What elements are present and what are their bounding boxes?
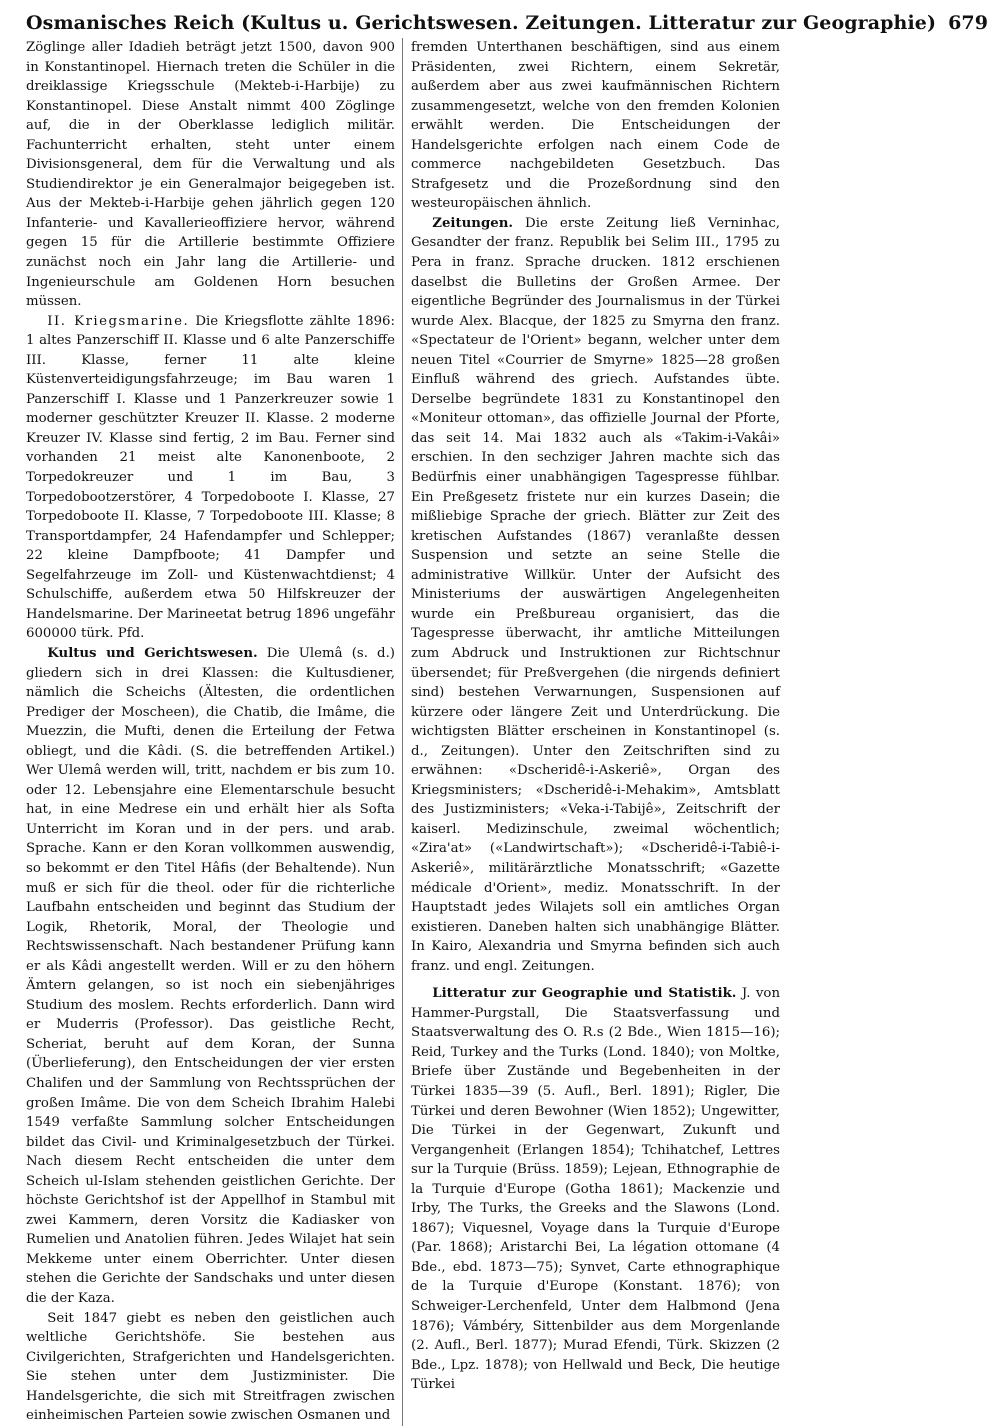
section-heading-kultus: Kultus und Gerichtswesen. — [47, 645, 258, 661]
two-column-body — [26, 38, 780, 1426]
paragraph-litteratur: Litteratur zur Geographie und Statistik. J. von Hammer-Purgstall, Die Staatsverfassung und Staatsverwaltung des O. R.s (2 Bde., Wien 1815—16); Reid, Turkey and the Turks (Lond. 1840); von Moltke, Briefe über Zustände und Begebenheiten in der Türkei 1835—39 (5. Aufl., Berl. 1891); Rigler, Die Türkei und deren Bewohner (Wien 1852); Ungewitter, Die Türkei in der Gegenwart, Zukunft und Vergangenheit (Erlangen 1854); Tchihatchef, Lettres sur la Turquie (Brüss. 1859); Lejean, Ethnographie de la Turquie d'Europe (Gotha 1861); Mackenzie und Irby, The Turks, the Greeks and the Slawons (Lond. 1867); Viquesnel, Voyage dans la Turquie d'Europe (Par. 1868); Aristarchi Bei, La légation ottomane (4 Bde., ebd. 1873—75); Synvet, Carte ethnographique de la Turquie d'Europe (Konstant. 1876); von Schweiger-Lerchenfeld, Unter dem Halbmond (Jena 1876); Vámbéry, Sittenbilder aus dem Morgenlande (2. Aufl., Berl. 1877); Murad Efendi, Türk. Skizzen (2 Bde., Lpz. 1878); von Hellwald und Beck, Die heutige Türkei — [411, 986, 781, 1393]
left-column — [26, 38, 403, 1426]
section-heading-litteratur: Litteratur zur Geographie und Statistik. — [432, 986, 737, 1002]
running-title: Osmanisches Reich (Kultus u. Gerichtswesen. Zeitungen. Litteratur zur Geographie) — [26, 12, 937, 34]
paragraph-kriegsmarine: II. Kriegsmarine. Die Kriegsflotte zählte 1896: 1 altes Panzerschiff II. Klasse und 6 alte Panzerschiffe III. Klasse, ferner 11 alte kleine Küstenverteidigungsfahrzeuge; im Bau waren 1 Panzerschiff I. Klasse und 1 Panzerkreuzer sowie 1 moderner geschützter Kreuzer II. Klasse. 2 moderne Kreuzer IV. Klasse sind fertig, 2 im Bau. Ferner sind vorhanden 21 meist alte Kanonenboote, 2 Torpedokreuzer und 1 im Bau, 3 Torpedobootzerstörer, 4 Torpedoboote I. Klasse, 27 Torpedoboote II. Klasse, 7 Torpedoboote III. Klasse; 8 Transportdampfer, 24 Hafendampfer und Schlepper; 22 kleine Dampfboote; 41 Dampfer und Segelfahrzeuge im Zoll- und Küstenwachtdienst; 4 Schulschiffe, außerdem etwa 50 Hilfskreuzer der Handelsmarine. Der Marineetat betrug 1896 ungefähr 600000 türk. Pfd. — [26, 313, 396, 642]
paragraph-zeitungen: Zeitungen. Die erste Zeitung ließ Verninhac, Gesandter der franz. Republik bei Selim III., 1795 zu Pera in franz. Sprache drucken. 1812 erschienen daselbst die Bulletins der Großen Armee. Der eigentliche Begründer des Journalismus in der Türkei wurde Alex. Blacque, der 1825 zu Smyrna den franz. «Spectateur de l'Orient» begann, welcher unter dem neuen Titel «Courrier de Smyrne» 1825—28 großen Einfluß während des griech. Aufstandes übte. Derselbe begründete 1831 zu Konstantinopel den «Moniteur ottoman», das offizielle Journal der Pforte, das seit 14. Mai 1832 auch als «Takim-i-Vakâi» erschien. In den sechziger Jahren machte sich das Bedürfnis einer unabhängigen Tagespresse fühlbar. Ein Preßgesetz fristete nur ein kurzes Dasein; die mißliebige Sprache der griech. Blätter zur Zeit des kretischen Aufstandes (1867) veranlaßte dessen Suspension und setzte an seine Stelle die administrative Willkür. Unter der Aufsicht des Ministeriums der auswärtigen Angelegenheiten wurde ein Preßbureau organisiert, das die Tagespresse überwacht, ihr amtliche Mitteilungen zum Abdruck und Instruktionen zur Richtschnur übersendet; für Preßvergehen (die nirgends definiert sind) bestehen Verwarnungen, Suspensionen auf kürzere oder längere Zeit und Unterdrückung. Die wichtigsten Blätter erscheinen in Konstantinopel (s. d., Zeitungen). Unter den Zeitschriften sind zu erwähnen: «Dscheridê-i-Askeriê», Organ des Kriegsministers; «Dscheridê-i-Mehakim», Amtsblatt des Justizministers; «Veka-i-Tabijê», Zeitschrift der kaiserl. Medizinschule, zweimal wöchentlich; «Zira'at» («Landwirtschaft»); «Dscheridê-i-Tabiê-i-Askeriê», militärärztliche Monatsschrift; «Gazette médicale d'Orient», mediz. Monatsschrift. In der Hauptstadt jedes Wilajets soll ein amtliches Organ existieren. Daneben halten sich unabhängige Blätter. In Kairo, Alexandria und Smyrna befinden sich auch franz. und engl. Zeitungen. — [411, 215, 780, 974]
paragraph-kultus: Kultus und Gerichtswesen. Die Ulemâ (s. d.) gliedern sich in drei Klassen: die Kultusdiener, nämlich die Scheichs (Ältesten, die ordentlichen Prediger der Moscheen), die Chatib, die Imâme, die Muezzin, die Mufti, denen die Erteilung der Fetwa obliegt, und die Kâdi. (S. die betreffenden Artikel.) Wer Ulemâ werden will, tritt, nachdem er bis zum 10. oder 12. Lebensjahre eine Elementarschule besucht hat, in eine Medrese ein und erhält hier als Softa Unterricht im Koran und in der pers. und arab. Sprache. Kann er den Koran vollkommen auswendig, so bekommt er den Titel Hâfis (der Behaltende). Nun muß er sich für die theol. oder für die richterliche Laufbahn entscheiden und beginnt das Studium der Logik, Rhetorik, Moral, der Theologie und Rechtswissenschaft. Nach bestandener Prüfung kann er als Kâdi angestellt werden. Will er zu den höhern Ämtern gelangen, so ist noch ein siebenjähriges Studium des moslem. Rechts erforderlich. Dann wird er Muderris (Professor). Das geistliche Recht, Scheriat, beruht auf dem Koran, der Sunna (Überlieferung), den Entscheidungen der vier ersten Chalifen und der Sammlung von Rechtssprüchen der großen Imâme. Die von dem Scheich Ibrahim Halebi 1549 verfaßte Sammlung solcher Entscheidungen bildet das Civil- und Kriminalgesetzbuch der Türkei. Nach diesem Recht entscheiden die unter dem Scheich ul-Islam stehenden geistlichen Gerichte. Der höchste Gerichtshof ist der Appellhof in Stambul mit zwei Kammern, deren Vorsitz die Kadiasker von Rumelien und Anatolien führen. Jedes Wilajet hat sein Mekkeme unter einem Oberrichter. Unter diesen stehen die Gerichte der Sandschaks und unter diesen die der Kaza. — [26, 645, 395, 1306]
paragraph-handelsgerichte: fremden Unterthanen beschäftigen, sind aus einem Präsidenten, zwei Richtern, einem Sekretär, außerdem aber aus zwei kaufmännischen Richtern zusammengesetzt, welche von den fremden Kolonien erwählt werden. Die Entscheidungen der Handelsgerichte erfolgen nach einem Code de commerce nachgebildeten Gesetzbuch. Das Strafgesetz und die Prozeßordnung sind den westeuropäischen ähnlich. — [411, 40, 780, 212]
paragraph-weltliche-gerichte: Seit 1847 giebt es neben den geistlichen auch weltliche Gerichtshöfe. Sie bestehen aus Civilgerichten, Strafgerichten und Handelsgerichten. Sie stehen unter dem Justizminister. Die Handelsgerichte, die sich mit Streitfragen zwischen einheimischen Parteien sowie zwischen Osmanen und — [26, 1310, 395, 1424]
right-column — [403, 38, 780, 1426]
paragraph-idadieh: Zöglinge aller Idadieh beträgt jetzt 1500, davon 900 in Konstantinopel. Hiernach treten die Schüler in die dreiklassige Kriegsschule (Mekteb-i-Harbije) zu Konstantinopel. Diese Anstalt nimmt 400 Zöglinge auf, die in der Oberklasse lediglich militär. Fachunterricht erhalten, steht unter einem Divisionsgeneral, dem für die Verwaltung und als Studiendirektor je ein Generalmajor beigegeben ist. Aus der Mekteb-i-Harbije gehen jährlich gegen 120 Infanterie- und Kavallerieoffiziere hervor, während gegen 15 für die Artillerie bestimmte Offiziere zunächst noch ein Jahr lang die Artillerie- und Ingenieurschule am Goldenen Horn besuchen müssen. — [26, 40, 395, 310]
section-heading-kriegsmarine: II. Kriegsmarine. — [47, 313, 190, 329]
page-number: 679 — [948, 12, 988, 34]
section-heading-zeitungen: Zeitungen. — [432, 215, 514, 231]
running-header — [26, 0, 988, 38]
